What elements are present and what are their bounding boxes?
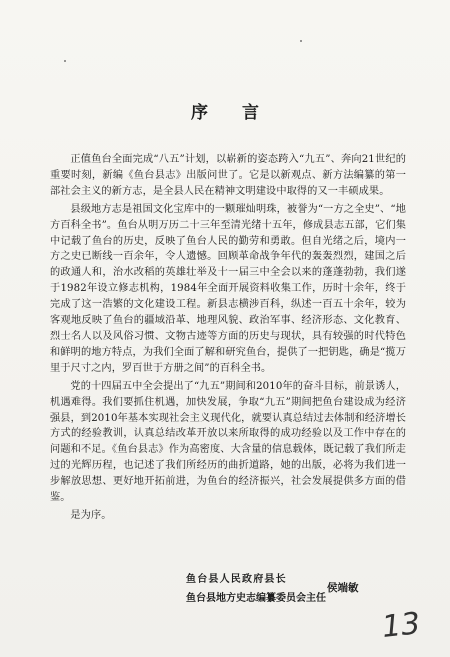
- signer-title-1: 鱼台县人民政府县长: [186, 574, 287, 585]
- paper-speck: [300, 40, 302, 42]
- preface-title: 序 言: [191, 103, 273, 123]
- preface-body: [50, 152, 406, 526]
- paragraph-2: 县级地方志是祖国文化宝库中的一颗璀灿明珠，被誉为“一方之全史”、“地方百科全书”。鱼台从明万历二十三年至清光绪十五年，修成县志五部，它们集中记载了鱼台的历史，反映了鱼台人民的勤劳和勇敢。但自光绪之后，境内一方之史已断线一百余年，令人遗憾。回顾革命战争年代的轰轰烈烈，建国之后的政通人和，治水改稻的英雄壮举及十一届三中全会以来的蓬蓬勃勃，我们遂于1982年设立修志机构，1984年全面开展资料收集工作，历时十余年，终于完成了这一浩繁的文化建设工程。新县志横涉百科，纵述一百五十余年，较为客观地反映了鱼台的疆域沿革、地理风貌、政治军事、经济形态、文化教育、烈士名人以及风俗习惯、文物古迹等方面的历史与现状，具有较强的时代特色和鲜明的地方特点，为我们全面了解和研究鱼台，提供了一把钥匙，确是“揽万里于尺寸之内，罗百世于方册之间”的百科全书。: [50, 203, 406, 374]
- signer-title-2: 鱼台县地方史志编纂委员会主任: [186, 593, 326, 604]
- paragraph-3: 党的十四届五中全会提出了“九五”期间和2010年的奋斗目标，前景诱人，机遇难得。我们要抓住机遇，加快发展，争取“九五”期间把鱼台建设成为经济强县，到2010年基本实现社会主义现代化，就要认真总结过去体制和经济增长方式的经验教训，认真总结改革开放以来所取得的成功经验以及工作中存在的问题和不足。《鱼台县志》作为高密度、大含量的信息载体，既记载了我们所走过的光辉历程，也记述了我们所经历的曲折道路，她的出版，必将为我们进一步解放思想、更好地开拓前进，为鱼台的经济振兴，社会发展提供多方面的借鉴。: [50, 380, 406, 504]
- paragraph-1: 正值鱼台全面完成“八五”计划，以崭新的姿态跨入“九五”、奔向21世纪的重要时刻，新编《鱼台县志》出版问世了。它是以新观点、新方法编纂的第一部社会主义的新方志，是全县人民在精神文明建设中取得的又一丰硕成果。: [50, 154, 406, 197]
- paper-speck: [64, 60, 66, 62]
- handwritten-page-number: 13: [380, 606, 422, 645]
- signer-name: 侯端敏: [327, 582, 359, 594]
- closing-line: 是为序。: [70, 509, 112, 521]
